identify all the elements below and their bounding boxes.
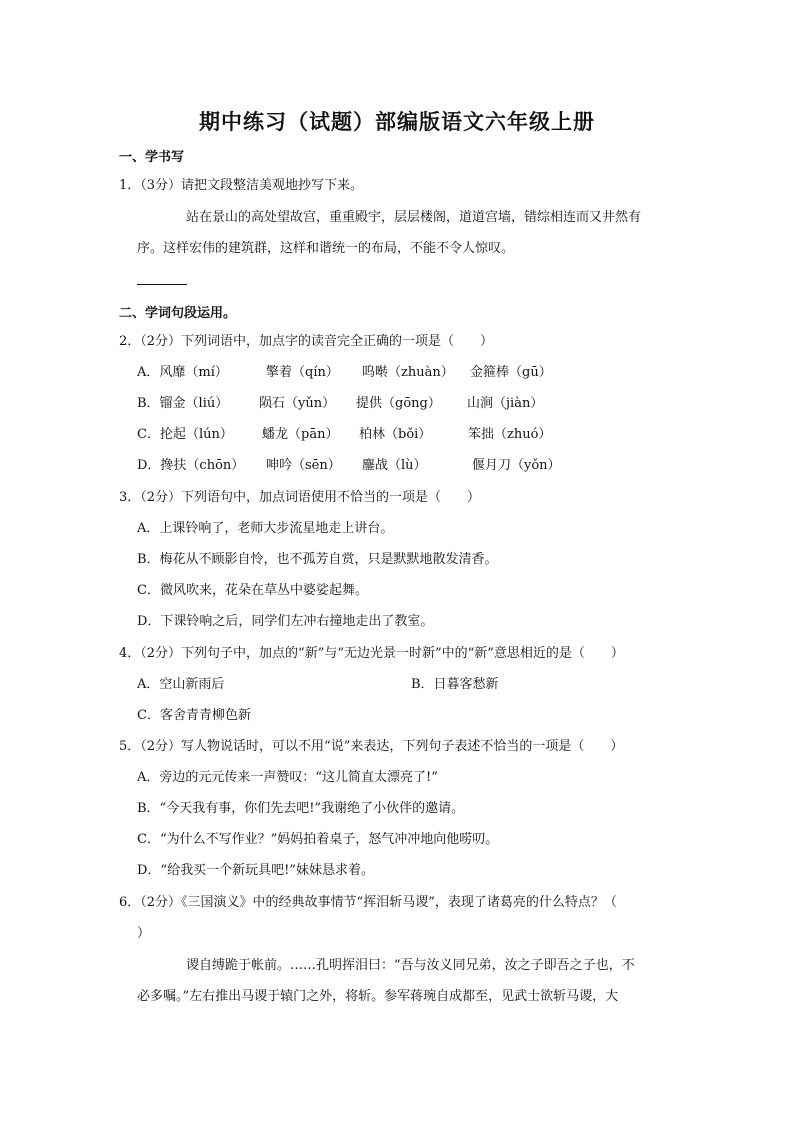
- question-5-stem: 5．（2分）写人物说话时，可以不用“说”来表达，下列句子表述不恰当的一项是（ ）: [119, 739, 624, 754]
- option-word: 蟠龙（pān）: [262, 427, 339, 442]
- answer-blank: [137, 284, 187, 285]
- question-3-option: A．上课铃响了，老师大步流星地走上讲台。: [137, 521, 394, 536]
- option-word: 提供（gōng）: [356, 396, 441, 411]
- option-word: 笨拙（zhuó）: [468, 427, 552, 442]
- question-5-option: A．旁边的元元传来一声赞叹：“这儿简直太漂亮了!”: [137, 770, 438, 785]
- question-1-passage-line-1: 站在景山的高处望故宫，重重殿宇，层层楼阁，道道宫墙，错综相连而又井然有: [186, 210, 642, 225]
- option-word: A．风靡（mí）: [137, 365, 228, 380]
- question-4-option-c: C．客舍青青柳色新: [137, 708, 251, 723]
- question-5-option: C．“为什么不写作业？”妈妈拍着桌子，怒气冲冲地向他唠叨。: [137, 832, 499, 847]
- option-word: 呻吟（sēn）: [266, 458, 341, 473]
- question-4-option-b: B．日暮客愁新: [411, 677, 499, 692]
- question-4-option-a: A．空山新雨后: [137, 677, 225, 692]
- question-3-option: B．梅花从不顾影自怜，也不孤芳自赏，只是默默地散发清香。: [137, 552, 498, 567]
- option-word: 金箍棒（gū）: [470, 365, 552, 380]
- question-6-passage-line-1: 谡自缚跪于帐前。……孔明挥泪曰：“吾与汝义同兄弟，汝之子即吾之子也，不: [186, 958, 635, 973]
- option-word: 呜啭（zhuàn）: [362, 365, 454, 380]
- question-2-stem: 2．（2分）下列词语中，加点字的读音完全正确的一项是（ ）: [119, 334, 494, 349]
- question-3-stem: 3．（2分）下列语句中，加点词语使用不恰当的一项是（ ）: [119, 490, 481, 505]
- page-title: 期中练习（试题）部编版语文六年级上册: [199, 109, 595, 134]
- option-word: D．搀扶（chōn）: [137, 458, 245, 473]
- question-1-stem: 1．（3分）请把文段整洁美观地抄写下来。: [119, 178, 364, 193]
- question-6-stem: 6．（2分）《三国演义》中的经典故事情节“挥泪斩马谡”，表现了诸葛亮的什么特点？（: [119, 895, 617, 910]
- option-word: C．抡起（lún）: [137, 427, 233, 442]
- option-word: 山涧（jiàn）: [467, 396, 544, 411]
- section-heading-1: 一、学书写: [119, 150, 185, 165]
- option-word: 偃月刀（yǒn）: [472, 458, 561, 473]
- question-3-option: D．下课铃响之后，同学们左冲右撞地走出了教室。: [137, 614, 434, 629]
- question-4-stem: 4．（2分）下列句子中，加点的“新”与“无边光景一时新”中的“新”意思相近的是（ ）: [119, 646, 624, 661]
- question-5-option: B．“今天我有事，你们先去吧!”我谢绝了小伙伴的邀请。: [137, 801, 465, 816]
- question-5-option: D．“给我买一个新玩具吧!”妹妹恳求着。: [137, 863, 374, 878]
- question-3-option: C．微风吹来，花朵在草丛中婆娑起舞。: [137, 583, 368, 598]
- question-1-passage-line-2: 序。这样宏伟的建筑群，这样和谐统一的布局，不能不令人惊叹。: [137, 241, 515, 256]
- option-word: 陨石（yǔn）: [259, 396, 336, 411]
- option-word: 柏林（bǒi）: [359, 427, 432, 442]
- option-word: B．镏金（liú）: [137, 396, 229, 411]
- question-6-passage-line-2: 必多嘱。”左右推出马谡于辕门之外，将斩。参军蒋琬自成都至，见武士欲斩马谡，大: [137, 989, 619, 1004]
- section-heading-2: 二、学词句段运用。: [119, 306, 237, 321]
- question-6-stem-end: ）: [137, 926, 151, 941]
- option-word: 鏖战（lù）: [362, 458, 427, 473]
- option-word: 擎着（qín）: [266, 365, 339, 380]
